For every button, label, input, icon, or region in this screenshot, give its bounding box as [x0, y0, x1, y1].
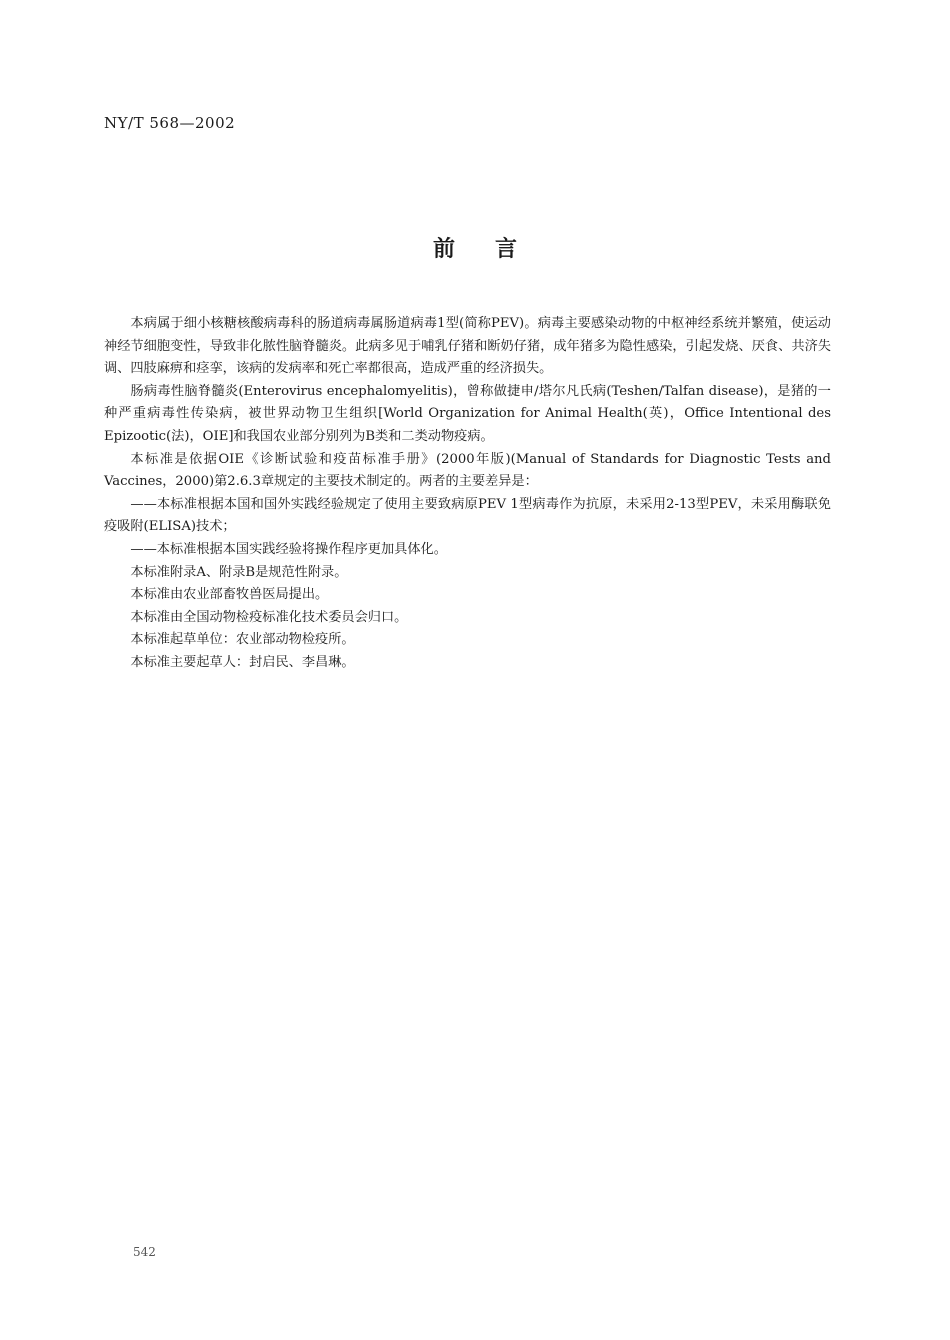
page-number: 542 [133, 1245, 156, 1259]
foreword-body [104, 313, 831, 675]
paragraph: 本标准是依据OIE《诊断试验和疫苗标准手册》(2000年版)(Manual of Standards for Diagnostic Tests and Vaccines，2000)第2.6.3章规定的主要技术制定的。两者的主要差异是： [104, 451, 831, 490]
page-title: 前言 [432, 236, 557, 262]
paragraph: 本标准由农业部畜牧兽医局提出。 [130, 587, 329, 603]
standard-code: NY/T 568—2002 [104, 114, 236, 132]
paragraph: ——本标准根据本国和国外实践经验规定了使用主要致病原PEV 1型病毒作为抗原，未采用2-13型PEV，未采用酶联免疫吸附(ELISA)技术； [104, 496, 831, 535]
paragraph: 本标准由全国动物检疫标准化技术委员会归口。 [130, 609, 408, 625]
paragraph: 本标准附录A、附录B是规范性附录。 [130, 564, 348, 580]
paragraph: ——本标准根据本国实践经验将操作程序更加具体化。 [130, 541, 447, 557]
paragraph: 肠病毒性脑脊髓炎(Enterovirus encephalomyelitis)，曾称做捷申/塔尔凡氏病(Teshen/Talfan disease)，是猪的一种严重病毒性传染病，被世界动物卫生组织[World Organization for Animal Health(英)，Office Intentional des Epizootic(法)，OIE]和我国农业部分别列为B类和二类动物疫病。 [104, 383, 831, 444]
paragraph: 本标准主要起草人：封启民、李昌琳。 [130, 654, 355, 670]
paragraph: 本标准起草单位：农业部动物检疫所。 [130, 632, 355, 648]
paragraph: 本病属于细小核糖核酸病毒科的肠道病毒属肠道病毒1型(简称PEV)。病毒主要感染动物的中枢神经系统并繁殖，使运动神经节细胞变性，导致非化脓性脑脊髓炎。此病多见于哺乳仔猪和断奶仔猪，成年猪多为隐性感染，引起发烧、厌食、共济失调、四肢麻痹和痉挛，该病的发病率和死亡率都很高，造成严重的经济损失。 [104, 316, 831, 377]
